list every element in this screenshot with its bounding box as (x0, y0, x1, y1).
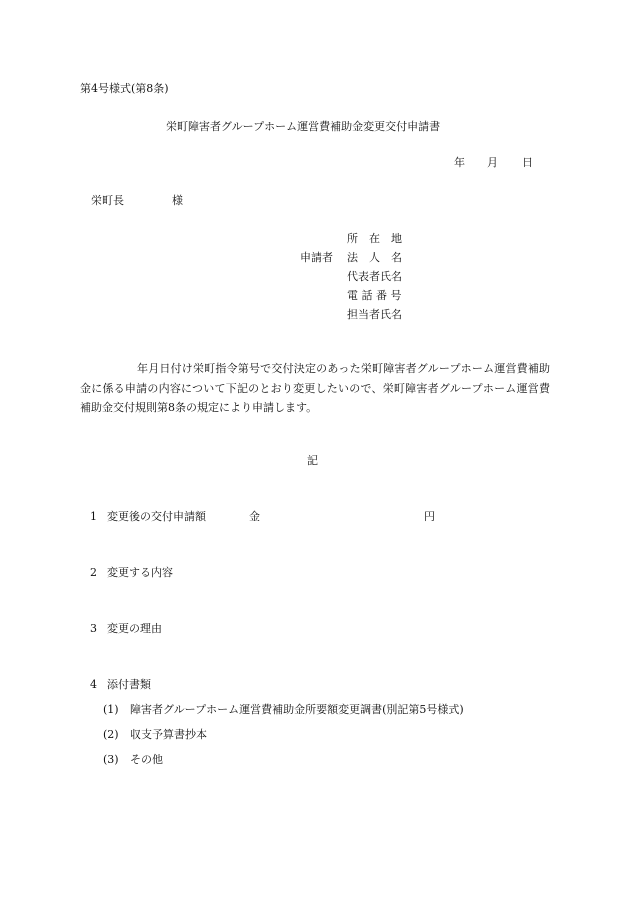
document-title: 栄町障害者グループホーム運営費補助金変更交付申請書 (166, 120, 441, 133)
item-1-amount-suffix: 円 (424, 510, 435, 523)
item-2-label: 変更する内容 (107, 566, 173, 579)
item-4-number: 4 (90, 678, 97, 691)
applicant-field-phone: 電 話 番 号 (347, 289, 402, 302)
body-text: 号で交付決定のあった栄町障害者グループホーム運営費補助金に係る申請の内容について下記のとおり変更したいので、栄町障害者グループホーム運営費補助金交付規則第8条の規定により申請します。 (80, 362, 551, 414)
item-3-label: 変更の理由 (107, 622, 162, 635)
date-year: 年 (454, 156, 465, 169)
item-1-label: 変更後の交付申請額 (107, 510, 206, 523)
applicant-field-corporation: 法 人 名 (347, 251, 402, 264)
ki-heading: 記 (307, 454, 318, 467)
form-number: 第4号様式(第8条) (80, 82, 169, 95)
attachment-1-number: (1) (103, 703, 119, 716)
attachment-2-label: 収支予算書抄本 (130, 728, 207, 741)
addressee-honorific: 様 (172, 194, 183, 207)
attachment-1-label: 障害者グループホーム運営費補助金所要額変更調書(別記第5号様式) (130, 703, 464, 716)
attachment-3-label: その他 (130, 753, 163, 766)
body-directive: 指令第 (215, 362, 249, 375)
applicant-field-address: 所 在 地 (347, 232, 402, 245)
body-month: 月 (148, 362, 160, 375)
body-year: 年 (137, 362, 149, 375)
item-1-amount-prefix: 金 (249, 510, 260, 523)
item-1-number: 1 (90, 510, 97, 523)
addressee-name: 栄町長 (91, 194, 124, 207)
attachment-3-number: (3) (103, 753, 119, 766)
attachment-2-number: (2) (103, 728, 119, 741)
body-paragraph (80, 359, 550, 418)
applicant-field-contact: 担当者氏名 (347, 308, 402, 321)
date-month: 月 (487, 156, 498, 169)
body-dated: 日付け栄町 (159, 362, 216, 375)
applicant-field-representative: 代表者氏名 (347, 270, 402, 283)
date-day: 日 (522, 156, 533, 169)
item-3-number: 3 (90, 622, 97, 635)
item-2-number: 2 (90, 566, 97, 579)
item-4-label: 添付書類 (107, 678, 151, 691)
applicant-label: 申請者 (300, 251, 333, 264)
